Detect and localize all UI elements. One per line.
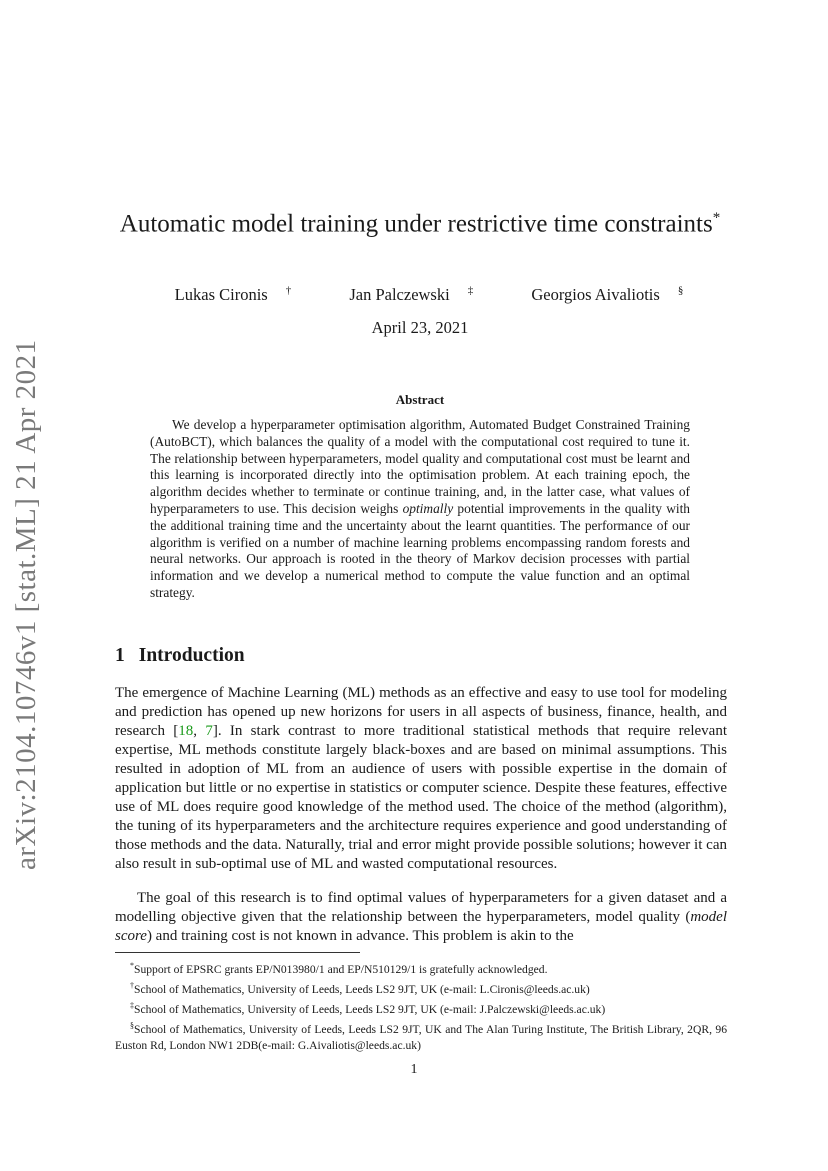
author-mark: §	[677, 284, 684, 296]
paper-date: April 23, 2021	[371, 318, 469, 337]
title-footnote-mark: *	[712, 210, 721, 226]
abstract-emphasis: optimally	[402, 500, 454, 516]
footnote-text: School of Mathematics, University of Leeds, Leeds LS2 9JT, UK (e-mail: L.Cironis@leeds.ac.uk)	[134, 982, 590, 996]
footnote-text: School of Mathematics, University of Leeds, Leeds LS2 9JT, UK and The Alan Turing Institute, The British Library, 2QR, 96 Euston Rd, London NW1 2DB(e-mail: G.Aivaliotis@leeds.ac.uk)	[115, 1023, 727, 1053]
paragraph-text: The goal of this research is to find optimal values of hyperparameters for a given dataset and a modelling objective given that the relationship between the hyperparameters, model quality (	[115, 890, 727, 925]
abstract-text: We develop a hyperparameter optimisation algorithm, Automated Budget Constrained Training (AutoBCT), which balances the quality of a model with the computational cost required to tune it. The relationship between hyperparameters, model quality and computational cost must be learnt and this learning is incorporated directly into the optimisation problem. At each training epoch, the algorithm decides whether to terminate or continue training, and, in the latter case, what values of hyperparameters to use. This decision weighs	[150, 417, 690, 516]
section-number: 1	[115, 645, 125, 666]
author-name: Jan Palczewski	[349, 284, 450, 304]
abstract-text: potential improvements in the quality with the additional training time and the uncertainty about the learnt quantities. The performance of our algorithm is verified on a number of machine learning problems encompassing random forests and neural networks. Our approach is rooted in the theory of Markov decision processes with partial information and we develop a numerical method to compute the value function and an optimal strategy.	[150, 500, 690, 600]
title-text: Automatic model training under restrictive time constraints	[119, 210, 713, 238]
paragraph-text: ) and training cost is not known in advance. This problem is akin to the	[146, 928, 574, 944]
footnote	[115, 958, 727, 978]
footnote-text: Support of EPSRC grants EP/N013980/1 and EP/N510129/1 is gratefully acknowledged.	[134, 962, 548, 976]
author	[331, 285, 473, 304]
footnote-mark: §	[130, 1021, 134, 1031]
intro-paragraph-2	[115, 889, 727, 946]
footnote-mark: *	[130, 961, 134, 970]
author-mark: †	[285, 284, 292, 296]
paper-title	[118, 203, 722, 239]
paragraph-emphasis: model score	[115, 909, 727, 944]
footnote	[115, 998, 727, 1018]
citation-link[interactable]: 7	[205, 723, 213, 739]
author	[157, 285, 292, 304]
abstract-heading: Abstract	[395, 392, 445, 407]
footnote-text: School of Mathematics, University of Leeds, Leeds LS2 9JT, UK (e-mail: J.Palczewski@leeds.ac.uk)	[134, 1002, 606, 1016]
author-name: Lukas Cironis	[174, 284, 268, 304]
arxiv-identifier: arXiv:2104.10746v1 [stat.ML] 21 Apr 2021	[10, 339, 42, 870]
page-number: 1	[410, 1062, 418, 1077]
footnote-rule	[115, 952, 360, 953]
footnotes	[115, 958, 727, 1054]
footnote	[115, 1018, 727, 1054]
section-heading	[115, 645, 245, 667]
abstract-body	[150, 417, 690, 602]
paragraph-text: ]. In stark contrast to more traditional statistical methods that require relevant expertise, ML methods constitute largely black-boxes and are based on minimal assumptions. This resulted in adoption of ML from an audience of users with possible expertise in the domain of application but little or no expertise in statistics or computer science. Despite these features, effective use of ML does require good knowledge of the method used. The choice of the method (algorithm), the tuning of its hyperparameters and the architecture requires experience and good understanding of those methods and the data. Naturally, trial and error might provide possible solutions; however it can also result in sub-optimal use of ML and wasted computational resources.	[115, 723, 727, 872]
footnote	[115, 978, 727, 998]
author	[513, 285, 683, 304]
footnote-mark: ‡	[130, 1001, 134, 1011]
footnote-mark: †	[130, 981, 134, 991]
intro-paragraph-1	[115, 684, 727, 874]
author-name: Georgios Aivaliotis	[531, 284, 660, 304]
author-mark: ‡	[467, 284, 474, 296]
citation-link[interactable]: 18	[178, 723, 194, 739]
citation-separator: ,	[193, 723, 206, 739]
section-title: Introduction	[138, 645, 245, 666]
paragraph-text: The emergence of Machine Learning (ML) methods as an effective and easy to use tool for modeling and prediction has opened up new horizons for users in all aspects of business, finance, health, and research [	[115, 685, 727, 739]
author-list	[118, 284, 722, 305]
